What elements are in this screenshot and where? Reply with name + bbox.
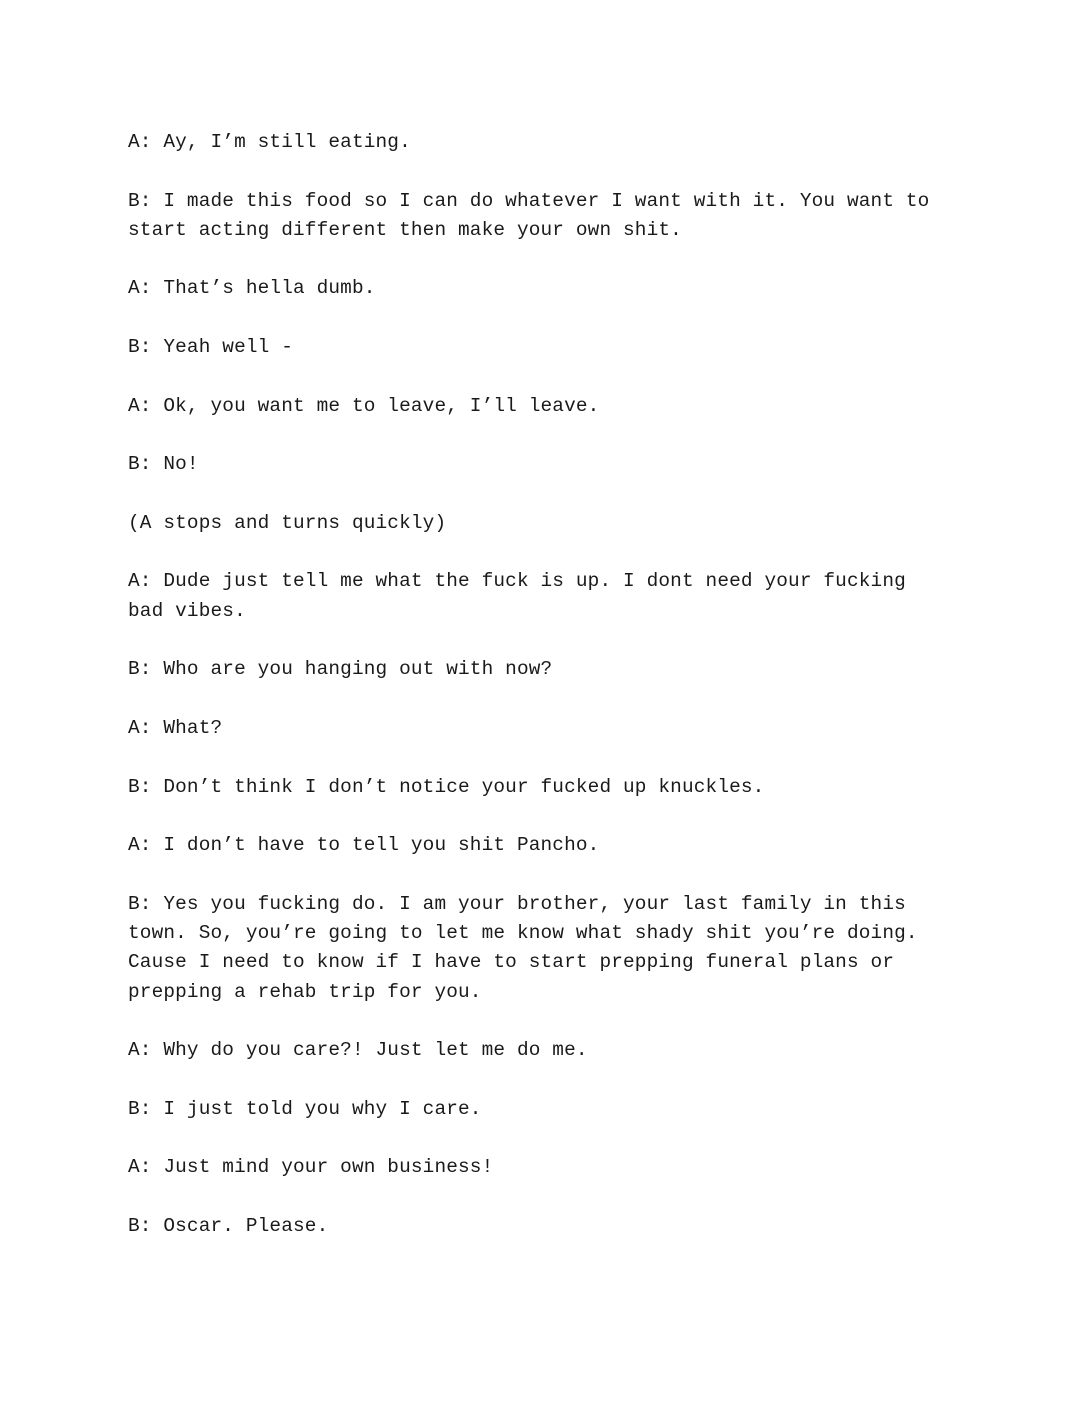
dialogue-line-b: B: Who are you hanging out with now? <box>128 658 553 681</box>
stage-direction: (A stops and turns quickly) <box>128 511 447 534</box>
dialogue-line-a: A: I don’t have to tell you shit Pancho. <box>128 834 600 857</box>
dialogue-line-a: A: Ay, I’m still eating. <box>128 131 411 153</box>
script-body <box>128 128 942 1271</box>
dialogue-line-a: A: Ok, you want me to leave, I’ll leave. <box>128 394 600 417</box>
dialogue-line-b: B: No! <box>128 453 199 476</box>
dialogue-line-b: B: I made this food so I can do whatever I want with it. You want to start acting different then make your own shit. <box>128 189 942 241</box>
dialogue-line-b: B: Don’t think I don’t notice your fucked up knuckles. <box>128 775 765 798</box>
dialogue-line-a: A: What? <box>128 716 223 739</box>
dialogue-line-a: A: Just mind your own business! <box>128 1156 494 1179</box>
dialogue-line-a: A: Why do you care?! Just let me do me. <box>128 1039 588 1062</box>
dialogue-line-b: B: Yes you fucking do. I am your brother, your last family in this town. So, you’re going to let me know what shady shit you’re doing. Cause I need to know if I have to start prepping funeral plans or prepping a rehab trip for you. <box>128 892 930 1003</box>
dialogue-line-a: A: Dude just tell me what the fuck is up. I dont need your fucking bad vibes. <box>128 570 918 622</box>
dialogue-line-b: B: I just told you why I care. <box>128 1097 482 1120</box>
dialogue-line-a: A: That’s hella dumb. <box>128 277 376 300</box>
dialogue-line-b: B: Yeah well - <box>128 336 294 359</box>
dialogue-line-b: B: Oscar. Please. <box>128 1214 329 1237</box>
